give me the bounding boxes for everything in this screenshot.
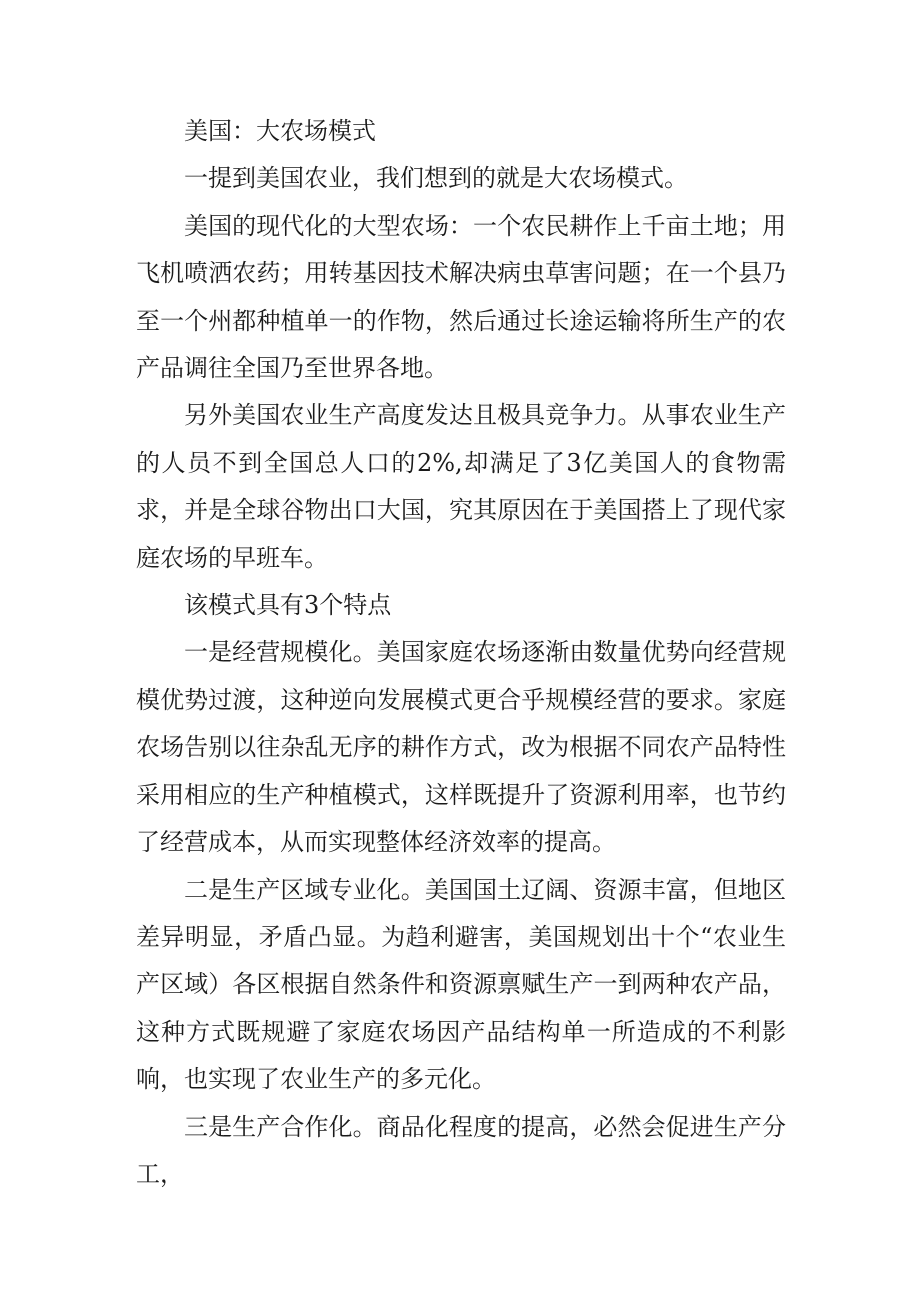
paragraph-competitiveness: 另外美国农业生产高度发达且极具竞争力。从事农业生产的人员不到全国总人口的2%,却满足了3亿美国人的食物需求，并是全球谷物出口大国，究其原因在于美国搭上了现代家庭农场的早班车。 (136, 401, 786, 572)
paragraph-features-heading: 该模式具有3个特点 (184, 591, 392, 620)
paragraph-cooperation: 三是生产合作化。商品化程度的提高，必然会促进生产分工， (136, 1112, 786, 1188)
document-body (136, 108, 786, 1198)
paragraph-scale-operation: 一是经营规模化。美国家庭农场逐渐由数量优势向经营规模优势过渡，这种逆向发展模式更合乎规模经营的要求。家庭农场告别以往杂乱无序的耕作方式，改为根据不同农产品特性采用相应的生产种植模式，这样既提升了资源利用率，也节约了经营成本，从而实现整体经济效率的提高。 (136, 638, 786, 857)
paragraph-regional-specialization: 二是生产区域专业化。美国国土辽阔、资源丰富，但地区差异明显，矛盾凸显。为趋利避害，美国规划出十个“农业生产区域）各区根据自然条件和资源禀赋生产一到两种农产品，这种方式既规避了家庭农场因产品结构单一所造成的不利影响，也实现了农业生产的多元化。 (136, 875, 786, 1094)
paragraph-modern-farms: 美国的现代化的大型农场：一个农民耕作上千亩土地；用飞机喷洒农药；用转基因技术解决病虫草害问题；在一个县乃至一个州都种植单一的作物，然后通过长途运输将所生产的农产品调往全国乃至世界各地。 (136, 211, 786, 383)
paragraph-intro: 一提到美国农业，我们想到的就是大农场模式。 (184, 164, 688, 193)
section-heading: 美国：大农场模式 (184, 117, 376, 145)
